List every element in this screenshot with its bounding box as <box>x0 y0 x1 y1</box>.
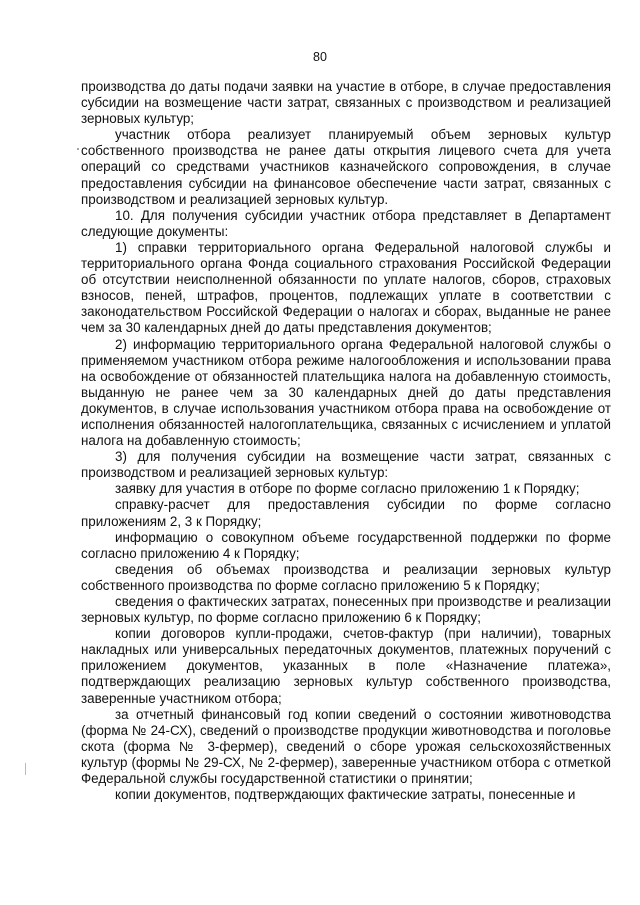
paragraph: копии договоров купли-продажи, счетов-фактур (при наличии), товарных накладных или универсальных передаточных документов, платежных поручений с приложением документов, указанных в поле «Назначение платежа», подтверждающих реализацию зерновых культур собственного производства, заверенные участником отбора; <box>81 626 611 706</box>
paragraph: копии документов, подтверждающих фактические затраты, понесенные и <box>115 787 576 803</box>
scan-speck <box>77 148 79 150</box>
paragraph: за отчетный финансовый год копии сведений о состоянии животноводства (форма № 24-СХ), сведений о производстве продукции животноводства и поголовье скота (форма № 3-фермер), сведений о сборе урожая сельскохозяйственных культур (формы № 29-СХ, № 2-фермер), заверенные участником отбора с отметкой Федеральной службы государственной статистики о принятии; <box>81 706 611 787</box>
paragraph: 1) справки территориального органа Федеральной налоговой службы и территориального органа Фонда социального страхования Российской Федерации об отсутствии неисполненной обязанности по уплате налогов, сборов, страховых взносов, пеней, штрафов, процентов, подлежащих уплате в соответствии с законодательством Российской Федерации о налогах и сборах, выданные не ранее чем за 30 календарных дней до даты представления документов; <box>81 239 611 336</box>
paragraph: сведения об объемах производства и реализации зерновых культур собственного производства по форме согласно приложению 5 к Порядку; <box>81 561 611 593</box>
scan-margin-mark <box>25 763 26 775</box>
paragraph: 2) информацию территориального органа Федеральной налоговой службы о применяемом участником отбора режиме налогообложения и использовании права на освобождение от обязанностей плательщика налога на добавленную стоимость, выданную не ранее чем за 30 календарных дней до даты представления документов, в случае использования участником отбора права на освобождение от исполнения обязанностей налогоплательщика, связанных с исчислением и уплатой налога на добавленную стоимость; <box>81 336 611 449</box>
paragraph: заявку для участия в отборе по форме согласно приложению 1 к Порядку; <box>115 481 580 497</box>
page-number: 80 <box>313 50 327 64</box>
paragraph: 3) для получения субсидии на возмещение части затрат, связанных с производством и реализацией зерновых культур: <box>81 449 611 481</box>
paragraph: сведения о фактических затратах, понесенных при производстве и реализации зерновых культур, по форме согласно приложению 6 к Порядку; <box>81 594 611 626</box>
document-body <box>81 79 611 803</box>
paragraph: справку-расчет для предоставления субсидии по форме согласно приложениям 2, 3 к Порядку; <box>81 497 611 529</box>
paragraph: производства до даты подачи заявки на участие в отборе, в случае предоставления субсидии на возмещение части затрат, связанных с производством и реализацией зерновых культур; <box>81 79 611 127</box>
paragraph: участник отбора реализует планируемый объем зерновых культур собственного производства не ранее даты открытия лицевого счета для учета операций со средствами участников казначейского сопровождения, в случае предоставления субсидии на финансовое обеспечение части затрат, связанных с производством и реализацией зерновых культур. <box>81 127 611 207</box>
paragraph: информацию о совокупном объеме государственной поддержки по форме согласно приложению 4 к Порядку; <box>81 529 611 561</box>
paragraph: 10. Для получения субсидии участник отбора представляет в Департамент следующие документы: <box>81 207 611 239</box>
